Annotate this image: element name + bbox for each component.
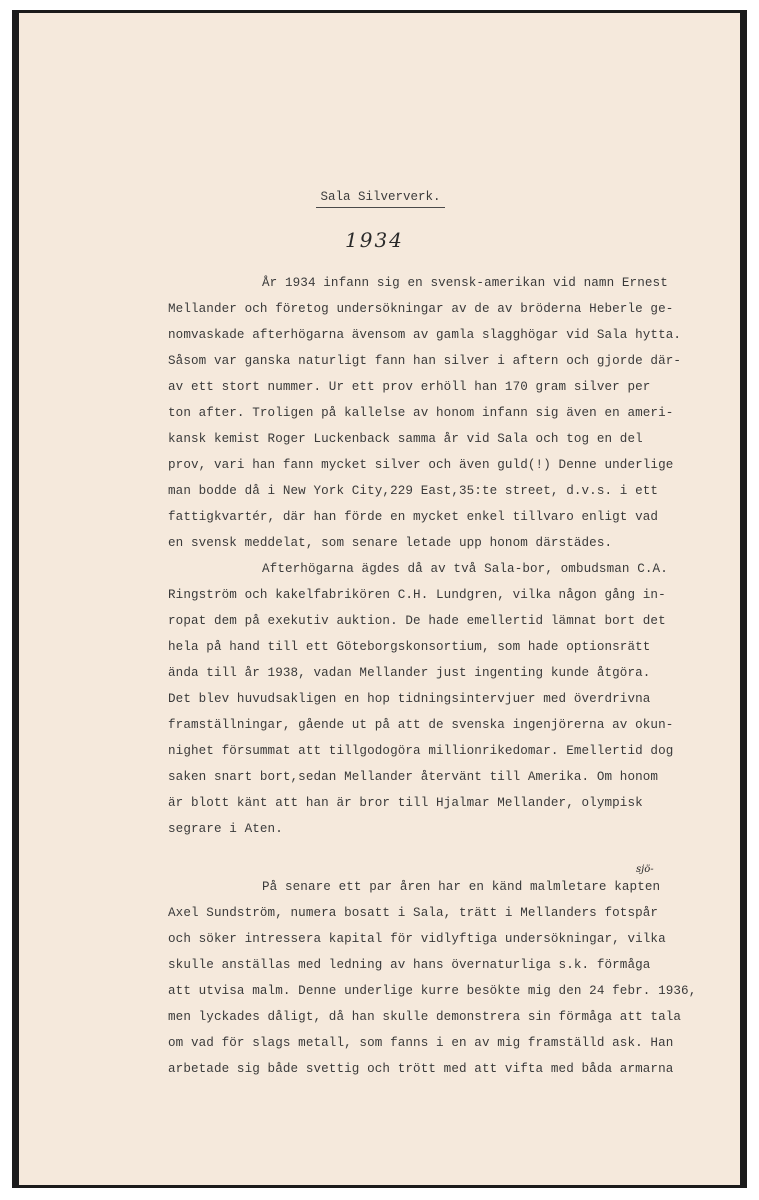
text-line: nighet försummat att tillgodogöra millionrikedomar. Emellertid dog [168,744,674,758]
text-line: nomvaskade afterhögarna ävensom av gamla slagghögar vid Sala hytta. [168,328,682,342]
text-line: arbetade sig både svettig och trött med att vifta med båda armarna [168,1062,674,1076]
text-line: skulle anställas med ledning av hans övernaturliga s.k. förmåga [168,958,651,972]
text-line: På senare ett par åren har en känd malmletare kapten [262,880,661,894]
text-line: av ett stort nummer. Ur ett prov erhöll han 170 gram silver per [168,380,651,394]
text-line: Mellander och företog undersökningar av de av bröderna Heberle ge- [168,302,674,316]
text-line: ropat dem på exekutiv auktion. De hade emellertid lämnat bort det [168,614,666,628]
title-text: Sala Silververk. [316,190,444,208]
text-line: framställningar, gående ut på att de svenska ingenjörerna av okun- [168,718,674,732]
text-line: en svensk meddelat, som senare letade upp honom därstädes. [168,536,613,550]
text-line: och söker intressera kapital för vidlyftiga undersökningar, vilka [168,932,666,946]
text-line: fattigkvartér, där han förde en mycket enkel tillvaro enligt vad [168,510,659,524]
handwritten-insert: sjö- [636,864,654,875]
text-line: ända till år 1938, vadan Mellander just ingenting kunde åtgöra. [168,666,651,680]
text-line: man bodde då i New York City,229 East,35:te street, d.v.s. i ett [168,484,659,498]
text-line: men lyckades dåligt, då han skulle demonstrera sin förmåga att tala [168,1010,682,1024]
text-line: hela på hand till ett Göteborgskonsortium, som hade optionsrätt [168,640,651,654]
text-line: Afterhögarna ägdes då av två Sala-bor, ombudsman C.A. [262,562,668,576]
text-line: om vad för slags metall, som fanns i en av mig framställd ask. Han [168,1036,674,1050]
text-line: kansk kemist Roger Luckenback samma år vid Sala och tog en del [168,432,643,446]
text-line: Ringström och kakelfabrikören C.H. Lundgren, vilka någon gång in- [168,588,666,602]
document-title [0,190,759,208]
text-line: Axel Sundström, numera bosatt i Sala, trätt i Mellanders fotspår [168,906,659,920]
text-line: prov, vari han fann mycket silver och även guld(!) Denne underlige [168,458,674,472]
text-line: Såsom var ganska naturligt fann han silver i aftern och gjorde där- [168,354,682,368]
text-line: att utvisa malm. Denne underlige kurre besökte mig den 24 febr. 1936, [168,984,697,998]
text-line: segrare i Aten. [168,822,283,836]
text-line: År 1934 infann sig en svensk-amerikan vid namn Ernest [262,276,668,290]
text-line: Det blev huvudsakligen en hop tidningsintervjuer med överdrivna [168,692,651,706]
text-line: ton after. Troligen på kallelse av honom infann sig även en ameri- [168,406,674,420]
text-line: är blott känt att han är bror till Hjalmar Mellander, olympisk [168,796,643,810]
handwritten-year: 1934 [345,228,404,252]
text-line: saken snart bort,sedan Mellander återvänt till Amerika. Om honom [168,770,659,784]
